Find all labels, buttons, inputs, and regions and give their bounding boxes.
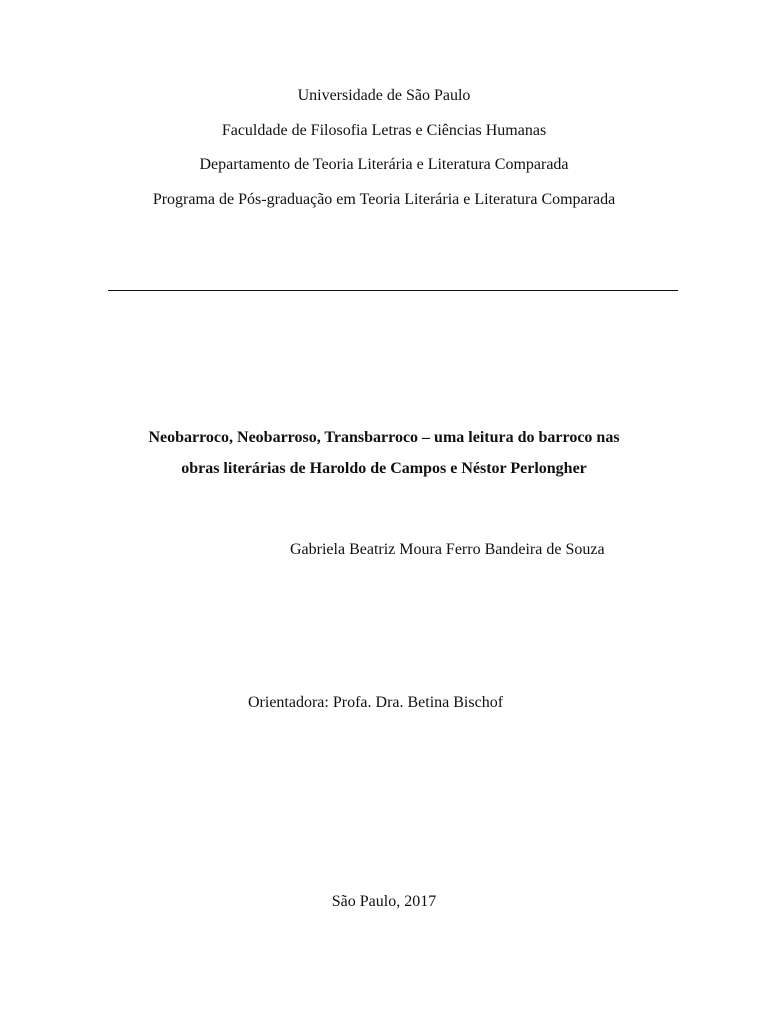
faculty-name: Faculdade de Filosofia Letras e Ciências Humanas [221,122,547,139]
program-name: Programa de Pós-graduação em Teoria Literária e Literatura Comparada [152,191,616,208]
author-name: Gabriela Beatriz Moura Ferro Bandeira de Souza [290,541,605,558]
thesis-title-line-2: obras literárias de Haroldo de Campos e Néstor Perlongher [181,460,587,477]
department-name: Departamento de Teoria Literária e Literatura Comparada [199,156,569,173]
university-name: Universidade de São Paulo [297,87,471,104]
thesis-title-line-1: Neobarroco, Neobarroso, Transbarroco – uma leitura do barroco nas [148,429,620,446]
place-date: São Paulo, 2017 [331,893,437,910]
horizontal-divider [108,290,678,291]
advisor-name: Orientadora: Profa. Dra. Betina Bischof [248,694,504,711]
